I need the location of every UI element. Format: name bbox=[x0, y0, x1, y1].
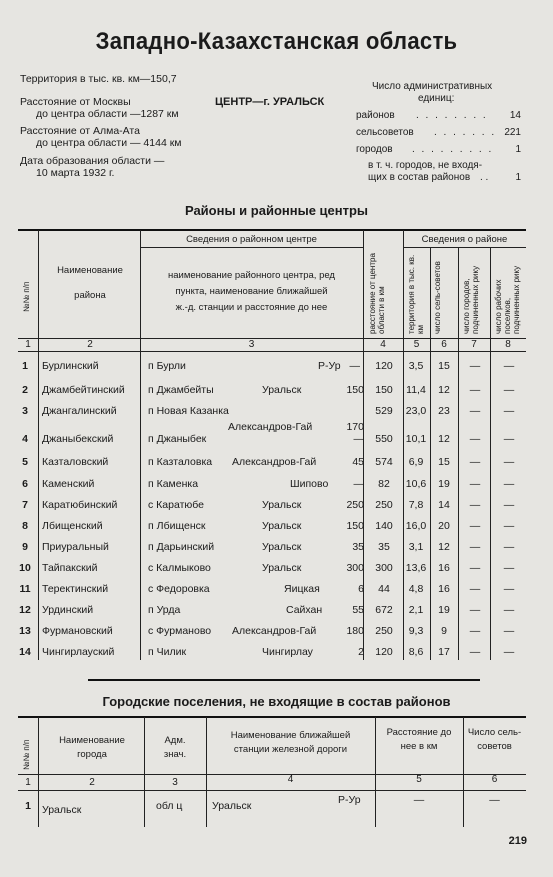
selsovets: 16 bbox=[438, 583, 450, 595]
subordinate-cities: — bbox=[469, 541, 481, 553]
territory: 4,8 bbox=[408, 583, 424, 595]
selsovets: 12 bbox=[438, 384, 450, 396]
district-center: п Бурли bbox=[148, 360, 186, 372]
distance-moscow-label: Расстояние от Москвы bbox=[20, 96, 131, 108]
header-group-center: Сведения о районном центре bbox=[186, 234, 317, 245]
rail-distance: 150 bbox=[346, 520, 364, 532]
header-center-3: ж.-д. станции и расстояние до нее bbox=[175, 302, 328, 313]
subordinate-cities: — bbox=[469, 405, 481, 417]
subordinate-cities: — bbox=[469, 384, 481, 396]
district-center: с Федоровка bbox=[148, 583, 210, 595]
subordinate-settlements: — bbox=[503, 625, 515, 637]
rail-distance: 150 bbox=[346, 384, 364, 396]
distance-from-center: 150 bbox=[375, 384, 393, 396]
territory: 13,6 bbox=[405, 562, 427, 574]
district-name: Фурмановский bbox=[42, 625, 113, 637]
formation-date-value: 10 марта 1932 г. bbox=[36, 167, 115, 179]
table-row bbox=[0, 499, 553, 521]
selsovets: 14 bbox=[438, 499, 450, 511]
cities-header-name-2: города bbox=[77, 749, 107, 760]
cities-colnum: 5 bbox=[416, 774, 422, 785]
rail-station: Сайхан bbox=[286, 604, 323, 616]
district-name: Бурлинский bbox=[42, 360, 99, 372]
district-center: п Новая Казанка bbox=[148, 405, 229, 417]
header-center-2: пункта, наименование ближайшей bbox=[175, 286, 328, 297]
territory: 2,1 bbox=[408, 604, 424, 616]
distance-from-center: 550 bbox=[375, 433, 393, 445]
admin-row-selsovets: сельсоветов . . . . . . . 221 bbox=[356, 127, 521, 138]
cities-header-name-1: Наименование bbox=[59, 735, 125, 746]
cities-header-dist-2: нее в км bbox=[400, 741, 438, 752]
subordinate-settlements: — bbox=[503, 541, 515, 553]
header-cities: число городов, подчиненных рику bbox=[462, 265, 480, 334]
district-name: Джаныбекский bbox=[42, 433, 114, 445]
row-number: 11 bbox=[19, 583, 31, 595]
subordinate-cities: — bbox=[469, 499, 481, 511]
distance-from-center: 300 bbox=[375, 562, 393, 574]
distance-moscow-value: до центра области —1287 км bbox=[36, 108, 179, 120]
page-number: 219 bbox=[508, 835, 527, 847]
district-center: п Джаныбек bbox=[148, 433, 207, 445]
row-number: 6 bbox=[22, 478, 28, 490]
selsovets: 15 bbox=[438, 360, 450, 372]
row-number: 13 bbox=[19, 625, 31, 637]
distance-almaata-value: до центра области — 4144 км bbox=[36, 137, 182, 149]
district-name: Урдинский bbox=[42, 604, 94, 616]
selsovets: 19 bbox=[438, 604, 450, 616]
cities-header-adm-2: знач. bbox=[163, 749, 187, 760]
territory: 9,3 bbox=[408, 625, 424, 637]
header-territory: территория в тыс. кв. км bbox=[407, 254, 425, 334]
subordinate-cities: — bbox=[469, 456, 481, 468]
table-row bbox=[0, 541, 553, 563]
table-row bbox=[0, 625, 553, 647]
rail-station: Яицкая bbox=[284, 583, 320, 595]
subordinate-cities: — bbox=[469, 625, 481, 637]
row-number: 9 bbox=[22, 541, 28, 553]
district-center: п Дарьинский bbox=[148, 541, 215, 553]
cities-colnum: 3 bbox=[172, 777, 178, 788]
rail-distance: 45 bbox=[352, 456, 364, 468]
district-name: Теректинский bbox=[42, 583, 109, 595]
rail-distance: 35 bbox=[352, 541, 364, 553]
subordinate-settlements: — bbox=[503, 520, 515, 532]
rail-distance: — bbox=[349, 360, 360, 372]
district-center: п Чилик bbox=[148, 646, 187, 658]
district-center: п Лбищенск bbox=[148, 520, 206, 532]
subordinate-cities: — bbox=[469, 433, 481, 445]
header-name-2: района bbox=[74, 290, 106, 301]
cities-colnum: 2 bbox=[89, 777, 95, 788]
subordinate-settlements: — bbox=[503, 499, 515, 511]
rail-station: Александров-Гай bbox=[228, 421, 313, 433]
colnum: 2 bbox=[87, 339, 93, 350]
admin-row-cities: городов . . . . . . . . . 1 bbox=[356, 144, 521, 155]
subordinate-settlements: — bbox=[503, 646, 515, 658]
subordinate-settlements: — bbox=[503, 562, 515, 574]
district-name: Казталовский bbox=[42, 456, 109, 468]
district-center: с Калмыково bbox=[148, 562, 211, 574]
distance-from-center: 250 bbox=[375, 625, 393, 637]
cities-colnum: 6 bbox=[491, 774, 498, 785]
rail-station: Уральск bbox=[262, 562, 302, 574]
table-row bbox=[0, 520, 553, 542]
rail-distance: 2 bbox=[358, 646, 364, 658]
table-row bbox=[0, 456, 553, 478]
district-center: п Урда bbox=[148, 604, 181, 616]
territory: 11,4 bbox=[406, 384, 426, 396]
admin-row-districts: районов . . . . . . . . 14 bbox=[356, 110, 521, 121]
cities-colnum: 4 bbox=[287, 774, 294, 785]
header-distance: расстояние от центра области в км bbox=[368, 253, 386, 334]
subordinate-cities: — bbox=[469, 562, 481, 574]
district-center: п Казталовка bbox=[148, 456, 213, 468]
territory: 10,6 bbox=[405, 478, 427, 490]
rail-distance: — bbox=[353, 433, 364, 445]
territory: 3,5 bbox=[408, 360, 424, 372]
cities-header-sels-2: советов bbox=[477, 741, 512, 752]
rail-station: Александров-Гай bbox=[232, 625, 317, 637]
distance-from-center: 140 bbox=[375, 520, 393, 532]
table-row bbox=[0, 604, 553, 626]
distance-from-center: 250 bbox=[375, 499, 393, 511]
rail-distance: 55 bbox=[352, 604, 364, 616]
territory: 7,8 bbox=[408, 499, 424, 511]
header-settlements: число рабочих поселков, подчиненных рику bbox=[494, 265, 521, 334]
admin-heading-2: единиц: bbox=[418, 93, 455, 104]
selsovets: 9 bbox=[441, 625, 447, 637]
rail-distance: 180 bbox=[346, 625, 364, 637]
district-name: Каратюбинский bbox=[42, 499, 118, 511]
rail-distance: 170 bbox=[346, 421, 364, 433]
subordinate-settlements: — bbox=[503, 604, 515, 616]
rail-station: Уральск bbox=[262, 520, 302, 532]
table-row bbox=[0, 478, 553, 500]
subordinate-cities: — bbox=[469, 646, 481, 658]
subordinate-settlements: — bbox=[503, 360, 515, 372]
cities-header-station-1: Наименование ближайшей bbox=[230, 730, 351, 741]
distance-from-center: 82 bbox=[378, 478, 390, 490]
subordinate-settlements: — bbox=[503, 433, 515, 445]
selsovets: 12 bbox=[438, 433, 450, 445]
distance-from-center: 529 bbox=[375, 405, 393, 417]
row-number: 4 bbox=[22, 433, 28, 445]
header-center-1: наименование районного центра, ред bbox=[168, 270, 335, 281]
territory: 10,1 bbox=[405, 433, 427, 445]
distance-from-center: 574 bbox=[375, 456, 393, 468]
territory: 8,6 bbox=[408, 646, 424, 658]
selsovets: 17 bbox=[438, 646, 450, 658]
distance-from-center: 44 bbox=[378, 583, 390, 595]
territory: 16,0 bbox=[405, 520, 427, 532]
table-row bbox=[0, 583, 553, 605]
district-name: Джангалинский bbox=[42, 405, 117, 417]
territory: 3,1 bbox=[408, 541, 424, 553]
district-name: Приуральный bbox=[42, 541, 109, 553]
rail-station: Уральск bbox=[262, 499, 302, 511]
section-rule bbox=[88, 679, 480, 681]
colnum: 8 bbox=[505, 339, 511, 350]
selsovets: 16 bbox=[438, 562, 450, 574]
rail-station: Чингирлау bbox=[262, 646, 313, 658]
territory: 6,9 bbox=[408, 456, 424, 468]
row-number: 8 bbox=[22, 520, 28, 532]
formation-date-label: Дата образования области — bbox=[20, 155, 165, 167]
selsovets: 20 bbox=[438, 520, 450, 532]
header-num: №№ п/п bbox=[22, 281, 31, 312]
rail-station: Уральск bbox=[262, 541, 302, 553]
colnum-bottom-rule bbox=[18, 351, 526, 352]
header-name-1: Наименование bbox=[57, 265, 123, 276]
cities-colnum-rule bbox=[18, 790, 526, 791]
district-center: п Каменка bbox=[148, 478, 199, 490]
selsovets: 19 bbox=[438, 478, 450, 490]
region-center: ЦЕНТР—г. УРАЛЬСК bbox=[215, 96, 325, 108]
table-row bbox=[0, 433, 553, 455]
rail-station: Р-Ур bbox=[318, 360, 341, 372]
selsovets: 15 bbox=[438, 456, 450, 468]
district-name: Каменский bbox=[42, 478, 95, 490]
subordinate-cities: — bbox=[469, 478, 481, 490]
header-group-district: Сведения о районе bbox=[421, 234, 508, 245]
header-selsovets: число сель-советов bbox=[433, 261, 442, 334]
colnum: 7 bbox=[471, 339, 477, 350]
colnum: 6 bbox=[441, 339, 447, 350]
row-number: 10 bbox=[19, 562, 31, 574]
row-number: 2 bbox=[22, 384, 28, 396]
rail-distance: 300 bbox=[346, 562, 364, 574]
distance-almaata-label: Расстояние от Алма-Ата bbox=[20, 125, 140, 137]
group-rule-district bbox=[403, 247, 526, 248]
subordinate-settlements: — bbox=[503, 478, 515, 490]
district-name: Чингирлауский bbox=[42, 646, 115, 658]
rail-station: Александров-Гай bbox=[232, 456, 317, 468]
cities-colnum: 1 bbox=[25, 777, 31, 788]
colnum: 1 bbox=[25, 339, 31, 350]
subordinate-settlements: — bbox=[503, 384, 515, 396]
admin-note-line1: в т. ч. городов, не входя- bbox=[368, 160, 483, 171]
row-number: 7 bbox=[22, 499, 28, 511]
rail-station: Уральск bbox=[262, 384, 302, 396]
subordinate-settlements: — bbox=[503, 456, 515, 468]
admin-note-line2: щих в состав районов . . 1 bbox=[368, 172, 521, 183]
territory-info: Территория в тыс. кв. км—150,7 bbox=[20, 73, 177, 85]
row-number: 12 bbox=[19, 604, 31, 616]
distance-from-center: 120 bbox=[375, 360, 393, 372]
cities-header-sels-1: Число сель- bbox=[467, 727, 522, 738]
distance-from-center: 35 bbox=[378, 541, 390, 553]
rail-distance: — bbox=[353, 478, 364, 490]
selsovets: 23 bbox=[438, 405, 450, 417]
districts-section-title: Районы и районные центры bbox=[184, 203, 369, 218]
cities-header-station-2: станции железной дороги bbox=[233, 744, 348, 755]
cities-table-top-rule bbox=[18, 716, 526, 718]
table-row bbox=[0, 646, 553, 668]
cities-header-adm-1: Адм. bbox=[164, 735, 186, 746]
row-number: 14 bbox=[19, 646, 31, 658]
admin-heading: Число административных bbox=[372, 81, 493, 92]
district-name: Джамбейтинский bbox=[42, 384, 125, 396]
cities-header-num: №№ п/п bbox=[22, 739, 31, 770]
distance-from-center: 672 bbox=[375, 604, 393, 616]
subordinate-settlements: — bbox=[503, 583, 515, 595]
rail-distance: 6 bbox=[358, 583, 364, 595]
rail-distance: 250 bbox=[346, 499, 364, 511]
subordinate-cities: — bbox=[469, 604, 481, 616]
cities-header-dist-1: Расстояние до bbox=[386, 727, 452, 738]
district-name: Лбищенский bbox=[42, 520, 103, 532]
table-row bbox=[0, 384, 553, 406]
subordinate-settlements: — bbox=[503, 405, 515, 417]
district-name: Тайпакский bbox=[42, 562, 98, 574]
cities-table-row: 1 Уральск обл ц Уральск Р-Ур — — bbox=[25, 794, 500, 816]
table-row bbox=[0, 562, 553, 584]
cities-section-title: Городские поселения, не входящие в состав районов bbox=[102, 694, 451, 709]
district-center: с Каратюбе bbox=[148, 499, 204, 511]
colnum: 5 bbox=[413, 339, 420, 350]
row-number: 3 bbox=[22, 405, 28, 417]
table-row bbox=[0, 405, 553, 433]
table-top-rule bbox=[18, 229, 526, 231]
district-center: п Джамбейты bbox=[148, 384, 214, 396]
territory: 23,0 bbox=[405, 405, 427, 417]
row-number: 5 bbox=[22, 456, 28, 468]
subordinate-cities: — bbox=[469, 520, 481, 532]
subordinate-cities: — bbox=[469, 360, 481, 372]
table-row bbox=[0, 360, 553, 382]
rail-station: Шипово bbox=[290, 478, 329, 490]
row-number: 1 bbox=[22, 360, 28, 372]
colnum: 3 bbox=[248, 339, 255, 350]
group-rule-center bbox=[140, 247, 363, 248]
selsovets: 12 bbox=[438, 541, 450, 553]
distance-from-center: 120 bbox=[375, 646, 393, 658]
district-center: с Фурманово bbox=[148, 625, 212, 637]
subordinate-cities: — bbox=[469, 583, 481, 595]
colnum: 4 bbox=[380, 339, 386, 350]
page-title: Западно-Казахстанская область bbox=[95, 28, 458, 55]
